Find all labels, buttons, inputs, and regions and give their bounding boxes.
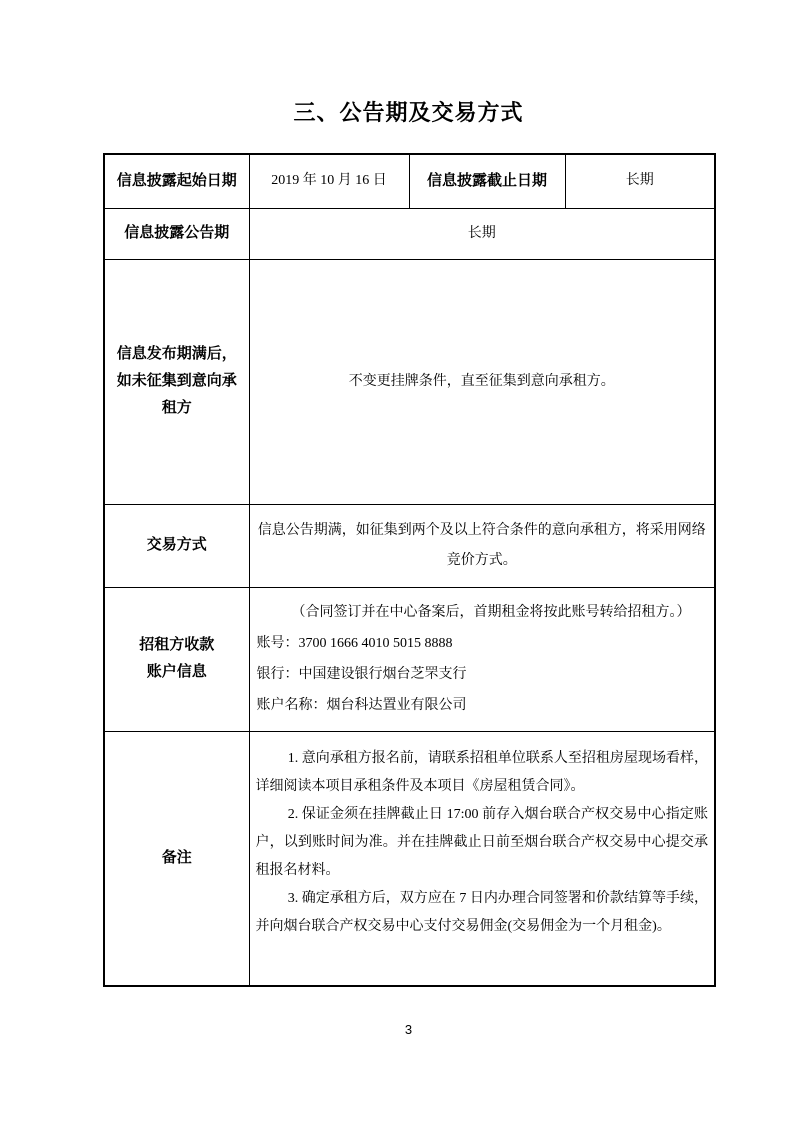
trade-method-label: 交易方式 [104, 504, 249, 587]
after-expiry-label: 信息发布期满后，如未征集到意向承租方 [104, 259, 249, 504]
account-name-line: 账户名称：烟台科达置业有限公司 [256, 697, 467, 713]
trade-method-value: 信息公告期满，如征集到两个及以上符合条件的意向承租方，将采用网络竞价方式。 [249, 504, 715, 587]
table-row-after-expiry [104, 259, 715, 504]
disclosure-start-date-value: 2019 年 10 月 16 日 [249, 154, 409, 208]
table-row-trade-method [104, 504, 715, 587]
announcement-period-value: 长期 [249, 208, 715, 259]
disclosure-start-date-label: 信息披露起始日期 [104, 154, 249, 208]
section-title: 三、公告期及交易方式 [293, 100, 524, 125]
remarks-label: 备注 [104, 731, 249, 986]
announcement-period-table [103, 153, 716, 987]
table-row-announcement-period [104, 208, 715, 259]
remarks-item-1: 1. 意向承租方报名前，请联系招租单位联系人至招租房屋现场看样，详细阅读本项目承租条件及本项目《房屋租赁合同》。 [255, 750, 708, 794]
table-row-payee-account [104, 587, 715, 731]
after-expiry-value: 不变更挂牌条件，直至征集到意向承租方。 [249, 259, 715, 504]
remarks-item-3: 3. 确定承租方后，双方应在 7 日内办理合同签署和价款结算等手续，并向烟台联合产权交易中心支付交易佣金(交易佣金为一个月租金)。 [255, 890, 708, 934]
table-row-remarks [104, 731, 715, 986]
disclosure-end-date-label: 信息披露截止日期 [409, 154, 565, 208]
remarks-value [249, 731, 715, 986]
payee-account-label-line1: 招租方收款 [139, 637, 215, 653]
disclosure-end-date-value: 长期 [565, 154, 715, 208]
table-row-disclosure-dates [104, 154, 715, 208]
account-note-line: （合同签订并在中心备案后，首期租金将按此账号转给招租方。） [291, 604, 691, 620]
remarks-item-2: 2. 保证金须在挂牌截止日 17:00 前存入烟台联合产权交易中心指定账户，以到账时间为准。并在挂牌截止日前至烟台联合产权交易中心提交承租报名材料。 [255, 806, 708, 878]
payee-account-label-line2: 账户信息 [146, 664, 207, 680]
page-number: 3 [404, 1022, 413, 1037]
payee-account-label [104, 587, 249, 731]
announcement-period-label: 信息披露公告期 [104, 208, 249, 259]
payee-account-value [249, 587, 715, 731]
bank-name-line: 银行：中国建设银行烟台芝罘支行 [256, 666, 467, 682]
account-number-line: 账号：3700 1666 4010 5015 8888 [256, 635, 453, 651]
